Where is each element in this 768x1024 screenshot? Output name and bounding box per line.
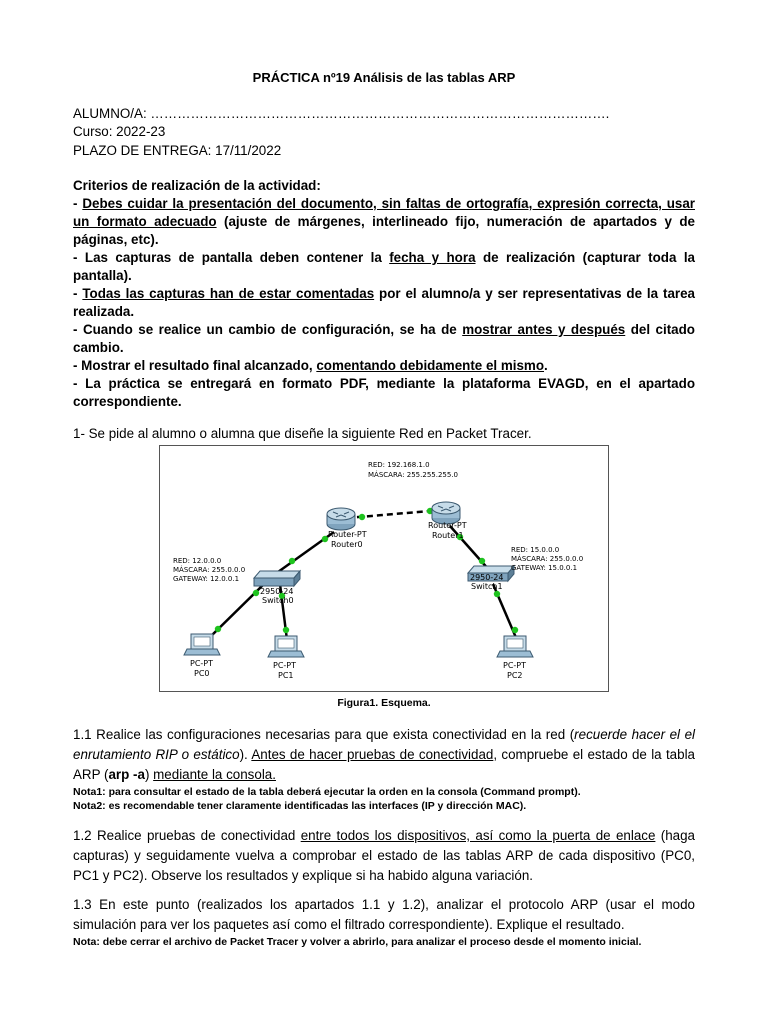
pc1-name: PC1 bbox=[278, 671, 294, 680]
section-1-3 bbox=[73, 895, 695, 949]
nota2: Nota2: es recomendable tener claramente identificadas las interfaces (IP y dirección MAC). bbox=[73, 800, 527, 812]
criteria-item: - Debes cuidar la presentación del documento, sin faltas de ortografía, expresión correcta, usar un formato adecuado (ajuste de márgenes, interlineado fijo, numeración de apartados y de páginas, etc). bbox=[73, 196, 696, 247]
alumno-line: ALUMNO/A: …………………………………………………………………………………………. bbox=[73, 106, 610, 121]
section1-intro: 1- Se pide al alumno o alumna que diseñe la siguiente Red en Packet Tracer. bbox=[73, 426, 532, 441]
net-top-mascara: MÁSCARA: 255.255.255.0 bbox=[368, 471, 458, 479]
pc2-name: PC2 bbox=[507, 671, 523, 680]
net-top-red: RED: 192.168.1.0 bbox=[368, 461, 430, 469]
switch0-model: 2950-24 bbox=[260, 587, 294, 596]
status-dot bbox=[253, 590, 259, 596]
switch-icon bbox=[254, 571, 300, 586]
criteria-item: - La práctica se entregará en formato PDF, mediante la plataforma EVAGD, en el apartado correspondiente. bbox=[73, 376, 695, 409]
status-dot bbox=[479, 558, 485, 564]
criteria-block bbox=[73, 177, 695, 411]
router1-name: Router1 bbox=[432, 531, 464, 540]
router0-model: Router-PT bbox=[328, 530, 367, 539]
status-dot bbox=[359, 514, 365, 520]
switch1-name: Switch1 bbox=[471, 582, 503, 591]
section-1-2 bbox=[73, 826, 695, 886]
nota-final: Nota: debe cerrar el archivo de Packet Tracer y volver a abrirlo, para analizar el proceso desde el momento inicial. bbox=[73, 936, 642, 948]
pc0-model: PC-PT bbox=[190, 659, 214, 668]
section-1-1-text: 1.1 Realice las configuraciones necesarias para que exista conectividad en la red (recuerde hacer el el enrutamiento RIP o estático). Antes de hacer pruebas de conectividad, compruebe el estado de la tabla ARP (arp -a) mediante la consola. bbox=[73, 727, 695, 782]
status-dot bbox=[512, 627, 518, 633]
plazo-line: PLAZO DE ENTREGA: 17/11/2022 bbox=[73, 143, 282, 158]
status-dot bbox=[289, 558, 295, 564]
criteria-item: - Cuando se realice un cambio de configuración, se ha de mostrar antes y después del citado cambio. bbox=[73, 322, 695, 355]
criteria-item: - Mostrar el resultado final alcanzado, comentando debidamente el mismo. bbox=[73, 358, 548, 373]
pc1-model: PC-PT bbox=[273, 661, 297, 670]
pc-icon bbox=[268, 636, 304, 657]
net-right-red: RED: 15.0.0.0 bbox=[511, 546, 560, 554]
criteria-heading: Criterios de realización de la actividad: bbox=[73, 178, 321, 193]
pc2-model: PC-PT bbox=[503, 661, 527, 670]
router1-model: Router-PT bbox=[428, 521, 467, 530]
status-dot bbox=[283, 627, 289, 633]
network-diagram bbox=[160, 446, 608, 691]
switch1-model: 2950-24 bbox=[470, 573, 504, 582]
net-right-mascara: MÁSCARA: 255.0.0.0 bbox=[511, 555, 584, 563]
nota1: Nota1: para consultar el estado de la tabla deberá ejecutar la orden en la consola (Command prompt). bbox=[73, 786, 581, 798]
network-figure bbox=[159, 445, 609, 692]
curso-line: Curso: 2022-23 bbox=[73, 124, 166, 139]
status-dot bbox=[494, 591, 500, 597]
net-right-gateway: GATEWAY: 15.0.0.1 bbox=[511, 564, 578, 572]
status-dot bbox=[215, 626, 221, 632]
criteria-item: - Todas las capturas han de estar comentadas por el alumno/a y ser representativas de la tarea realizada. bbox=[73, 286, 696, 319]
page-title: PRÁCTICA nº19 Análisis de las tablas ARP bbox=[252, 70, 516, 85]
pc-icon bbox=[497, 636, 533, 657]
pc-icon bbox=[184, 634, 220, 655]
pc0-name: PC0 bbox=[194, 669, 210, 678]
figure-caption: Figura1. Esquema. bbox=[337, 697, 431, 709]
router0-name: Router0 bbox=[331, 540, 363, 549]
switch0-name: Switch0 bbox=[262, 596, 294, 605]
net-left-gateway: GATEWAY: 12.0.0.1 bbox=[173, 575, 240, 583]
router-icon bbox=[327, 508, 355, 530]
section-1-3-text: 1.3 En este punto (realizados los apartados 1.1 y 1.2), analizar el protocolo ARP (usar el modo simulación para ver los paquetes así como el filtrado correspondiente). Explique el resultado. bbox=[73, 897, 695, 932]
net-left-mascara: MÁSCARA: 255.0.0.0 bbox=[173, 566, 246, 574]
criteria-item: - Las capturas de pantalla deben contener la fecha y hora de realización (capturar toda la pantalla). bbox=[73, 250, 695, 283]
net-left-red: RED: 12.0.0.0 bbox=[173, 557, 222, 565]
section-1-2-text: 1.2 Realice pruebas de conectividad entre todos los dispositivos, así como la puerta de enlace (haga capturas) y seguidamente vuelva a comprobar el estado de las tablas ARP de cada dispositivo (PC0, PC1 y PC2). Observe los resultados y explique si ha habido alguna variación. bbox=[73, 828, 695, 883]
section-1-1 bbox=[73, 725, 695, 813]
